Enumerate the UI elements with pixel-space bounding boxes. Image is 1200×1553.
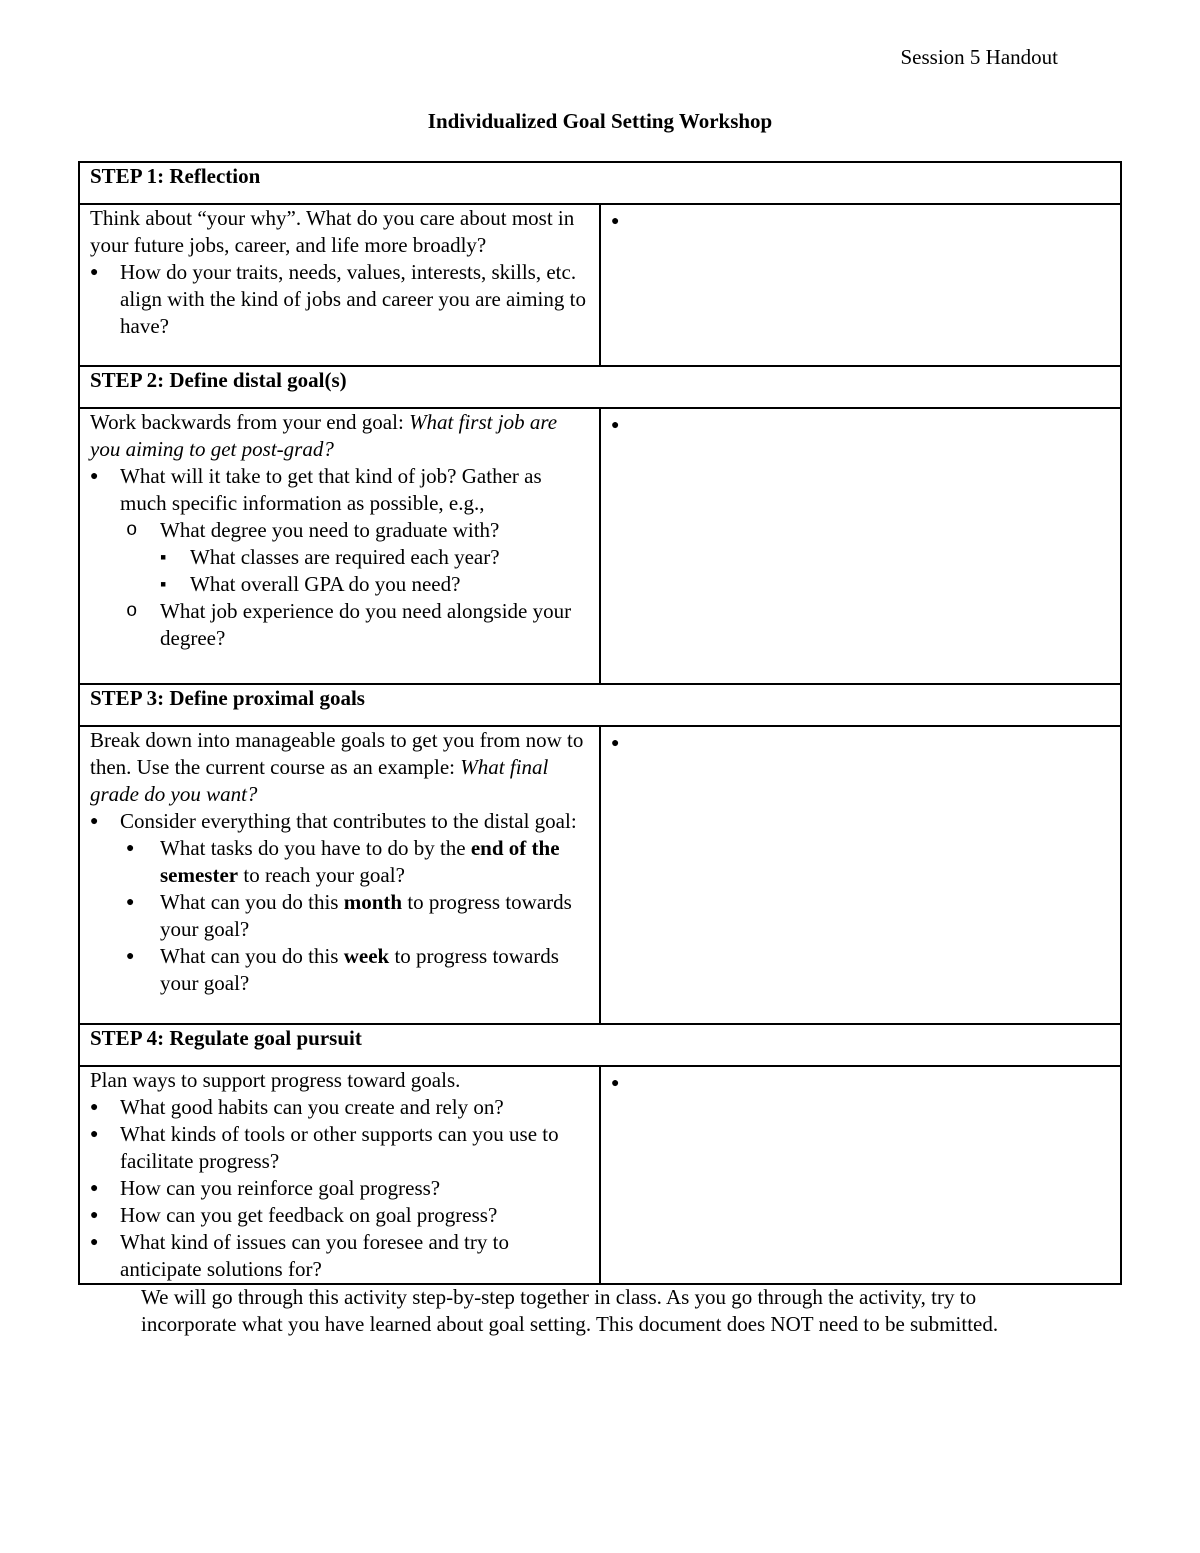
session-label: Session 5 Handout (900, 45, 1058, 69)
step-4-prompt (79, 1066, 600, 1284)
step-3-intro (90, 727, 591, 808)
bullet-icon: ● (611, 214, 620, 229)
intro-question: What first job are you aiming to get post-grad? (90, 410, 558, 461)
step-2-answer-field[interactable] (600, 408, 1121, 684)
step-1-heading: STEP 1: Reflection (79, 162, 1121, 204)
list-item (90, 463, 591, 517)
step-2-intro (90, 409, 591, 463)
step-3-prompt (79, 726, 600, 1024)
intro-text: Break down into manageable goals to get you from now to then. Use the current course as an example: (90, 728, 584, 779)
bullet-icon: ● (611, 418, 620, 433)
footer-note: We will go through this activity step-by-step together in class. As you go through the activity, try to incorporate what you have learned about goal setting. This document does NOT need to be submitted. (141, 1285, 999, 1336)
bullet-icon: ● (611, 1076, 620, 1091)
intro-question: What final grade do you want? (90, 755, 549, 806)
list-item: ● What good habits can you create and rely on? (90, 1094, 591, 1121)
intro-text: Work backwards from your end goal: (90, 410, 410, 434)
step-1-prompt (79, 204, 600, 366)
bullet-icon: ● (611, 736, 620, 751)
step-4-answer-field[interactable] (600, 1066, 1121, 1284)
step-2-heading: STEP 2: Define distal goal(s) (79, 366, 1121, 408)
step-1-answer-field[interactable] (600, 204, 1121, 366)
step-1-intro: Think about “your why”. What do you care about most in your future jobs, career, and life more broadly? (90, 206, 575, 257)
step-4-heading: STEP 4: Regulate goal pursuit (79, 1024, 1121, 1066)
list-item-text: What will it take to get that kind of job? Gather as much specific information as possible, e.g., (120, 464, 542, 515)
list-item: ● Consider everything that contributes to the distal goal: (90, 808, 591, 835)
list-item: ● How do your traits, needs, values, interests, skills, etc. align with the kind of jobs and career you are aiming to have? (90, 259, 591, 340)
list-item-text: What degree you need to graduate with? (160, 518, 500, 542)
step-3-answer-field[interactable] (600, 726, 1121, 1024)
list-item: ▪ What classes are required each year? (160, 544, 591, 571)
list-item: ● What tasks do you have to do by the end of the semester to reach your goal? (120, 835, 591, 889)
step-2-prompt (79, 408, 600, 684)
step-3-heading: STEP 3: Define proximal goals (79, 684, 1121, 726)
list-item: ● How can you reinforce goal progress? (90, 1175, 591, 1202)
list-item: ● What can you do this month to progress towards your goal? (120, 889, 591, 943)
list-item: ● How can you get feedback on goal progress? (90, 1202, 591, 1229)
step-4-intro: Plan ways to support progress toward goals. (90, 1068, 461, 1092)
list-item: ● What can you do this week to progress towards your goal? (120, 943, 591, 997)
list-item: ● What kind of issues can you foresee and try to anticipate solutions for? (90, 1229, 591, 1283)
list-item: o What job experience do you need alongside your degree? (120, 598, 591, 652)
list-item: ● What kinds of tools or other supports can you use to facilitate progress? (90, 1121, 591, 1175)
list-item (120, 517, 591, 598)
goal-setting-table (78, 161, 1122, 1285)
page-title: Individualized Goal Setting Workshop (427, 109, 773, 133)
list-item: ▪ What overall GPA do you need? (160, 571, 591, 598)
